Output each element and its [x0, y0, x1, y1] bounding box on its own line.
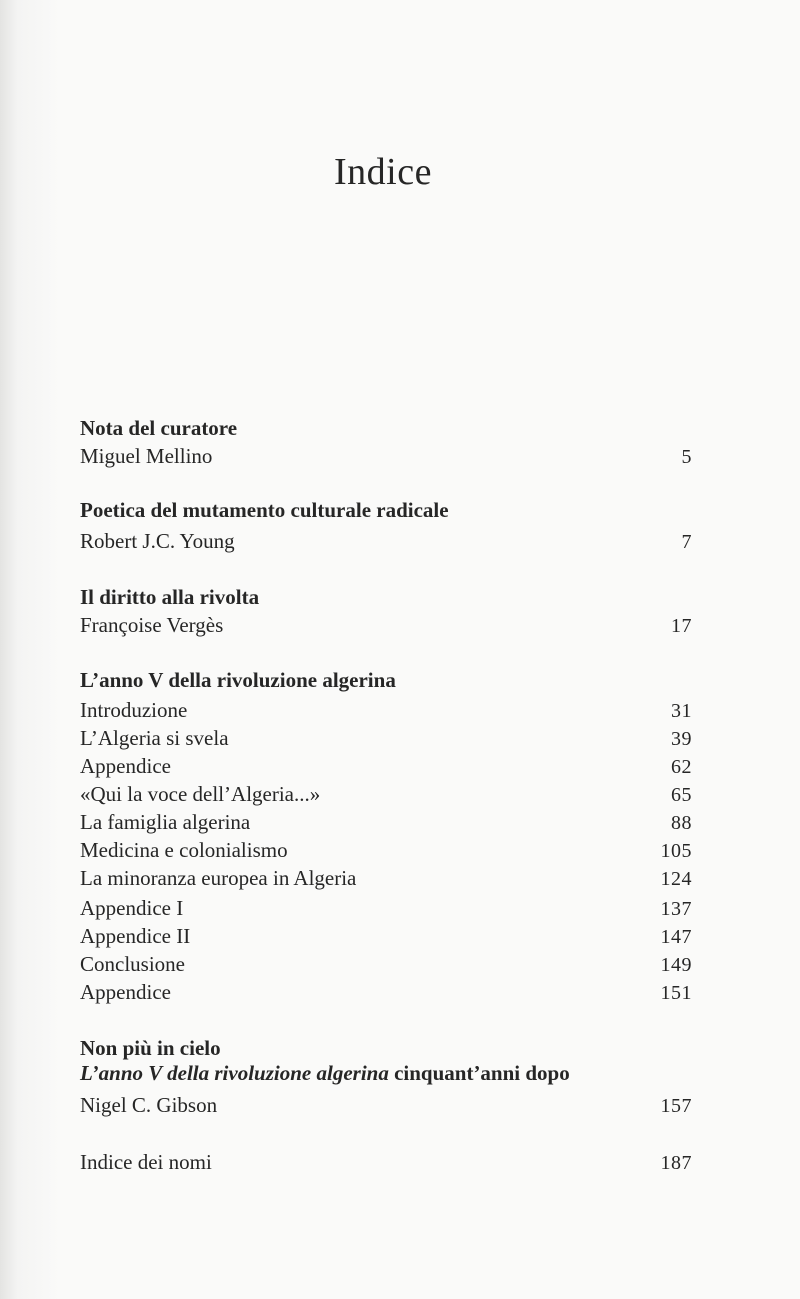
- page-number: 149: [660, 954, 692, 976]
- toc-entry[interactable]: [80, 895, 692, 922]
- toc-entry[interactable]: [80, 809, 692, 836]
- toc-entry[interactable]: [80, 951, 692, 978]
- entry-title: La famiglia algerina: [80, 810, 251, 834]
- entry-author: Miguel Mellino: [80, 444, 213, 468]
- page-number: 157: [660, 1095, 692, 1117]
- page-number: 65: [671, 784, 692, 806]
- page-number: 124: [660, 868, 692, 890]
- toc-section-subheading: [80, 1060, 692, 1086]
- toc-entry[interactable]: [80, 443, 692, 470]
- entry-author: Nigel C. Gibson: [80, 1093, 218, 1117]
- entry-title: L’Algeria si svela: [80, 726, 229, 750]
- toc-section-heading: [80, 497, 692, 523]
- page-number: 137: [660, 898, 692, 920]
- toc-entry[interactable]: [80, 837, 692, 864]
- toc-entry[interactable]: [80, 781, 692, 808]
- page-number: 105: [660, 840, 692, 862]
- toc-entry[interactable]: [80, 612, 692, 639]
- page-number: 39: [671, 728, 692, 750]
- toc-entry[interactable]: [80, 1092, 692, 1119]
- entry-title: Appendice: [80, 754, 171, 778]
- section-title: L’anno V della rivoluzione algerina: [80, 668, 396, 692]
- page-number: 31: [671, 700, 692, 722]
- entry-title: La minoranza europea in Algeria: [80, 866, 357, 890]
- page-title: Indice: [334, 151, 432, 193]
- toc-section-heading: [80, 584, 692, 610]
- toc-section-heading: [80, 1035, 692, 1061]
- entry-title: Appendice II: [80, 924, 191, 948]
- toc-entry[interactable]: [80, 528, 692, 555]
- entry-title: Conclusione: [80, 952, 185, 976]
- entry-title: «Qui la voce dell’Algeria...»: [80, 782, 321, 806]
- section-title: Non più in cielo: [80, 1036, 221, 1060]
- toc-entry[interactable]: [80, 725, 692, 752]
- entry-title: Appendice: [80, 980, 171, 1004]
- toc-entry[interactable]: [80, 979, 692, 1006]
- section-subtitle: [80, 1060, 570, 1086]
- toc-entry[interactable]: [80, 753, 692, 780]
- page-number: 151: [660, 982, 692, 1004]
- toc-section-heading: [80, 667, 692, 693]
- entry-author: Françoise Vergès: [80, 613, 224, 637]
- entry-title: Indice dei nomi: [80, 1150, 212, 1174]
- toc-entry-index-of-names[interactable]: [80, 1149, 692, 1176]
- section-title: Il diritto alla rivolta: [80, 585, 260, 609]
- toc-entry[interactable]: [80, 923, 692, 950]
- page-number: 5: [681, 446, 692, 468]
- page-number: 147: [660, 926, 692, 948]
- section-title: Poetica del mutamento culturale radicale: [80, 498, 449, 522]
- page-number: 17: [671, 615, 692, 637]
- toc-section-heading: [80, 415, 692, 441]
- page-number: 187: [660, 1152, 692, 1174]
- toc-entry[interactable]: [80, 865, 692, 892]
- section-title: Nota del curatore: [80, 416, 238, 440]
- entry-title: Appendice I: [80, 896, 184, 920]
- entry-title: Medicina e colonialismo: [80, 838, 288, 862]
- entry-title: Introduzione: [80, 698, 188, 722]
- page-number: 62: [671, 756, 692, 778]
- subtitle-italic: L’anno V della rivoluzione algerina: [80, 1061, 389, 1085]
- page-number: 88: [671, 812, 692, 834]
- page-number: 7: [681, 531, 692, 553]
- toc-entry[interactable]: [80, 697, 692, 724]
- subtitle-rest: cinquant’anni dopo: [388, 1061, 570, 1085]
- entry-author: Robert J.C. Young: [80, 529, 235, 553]
